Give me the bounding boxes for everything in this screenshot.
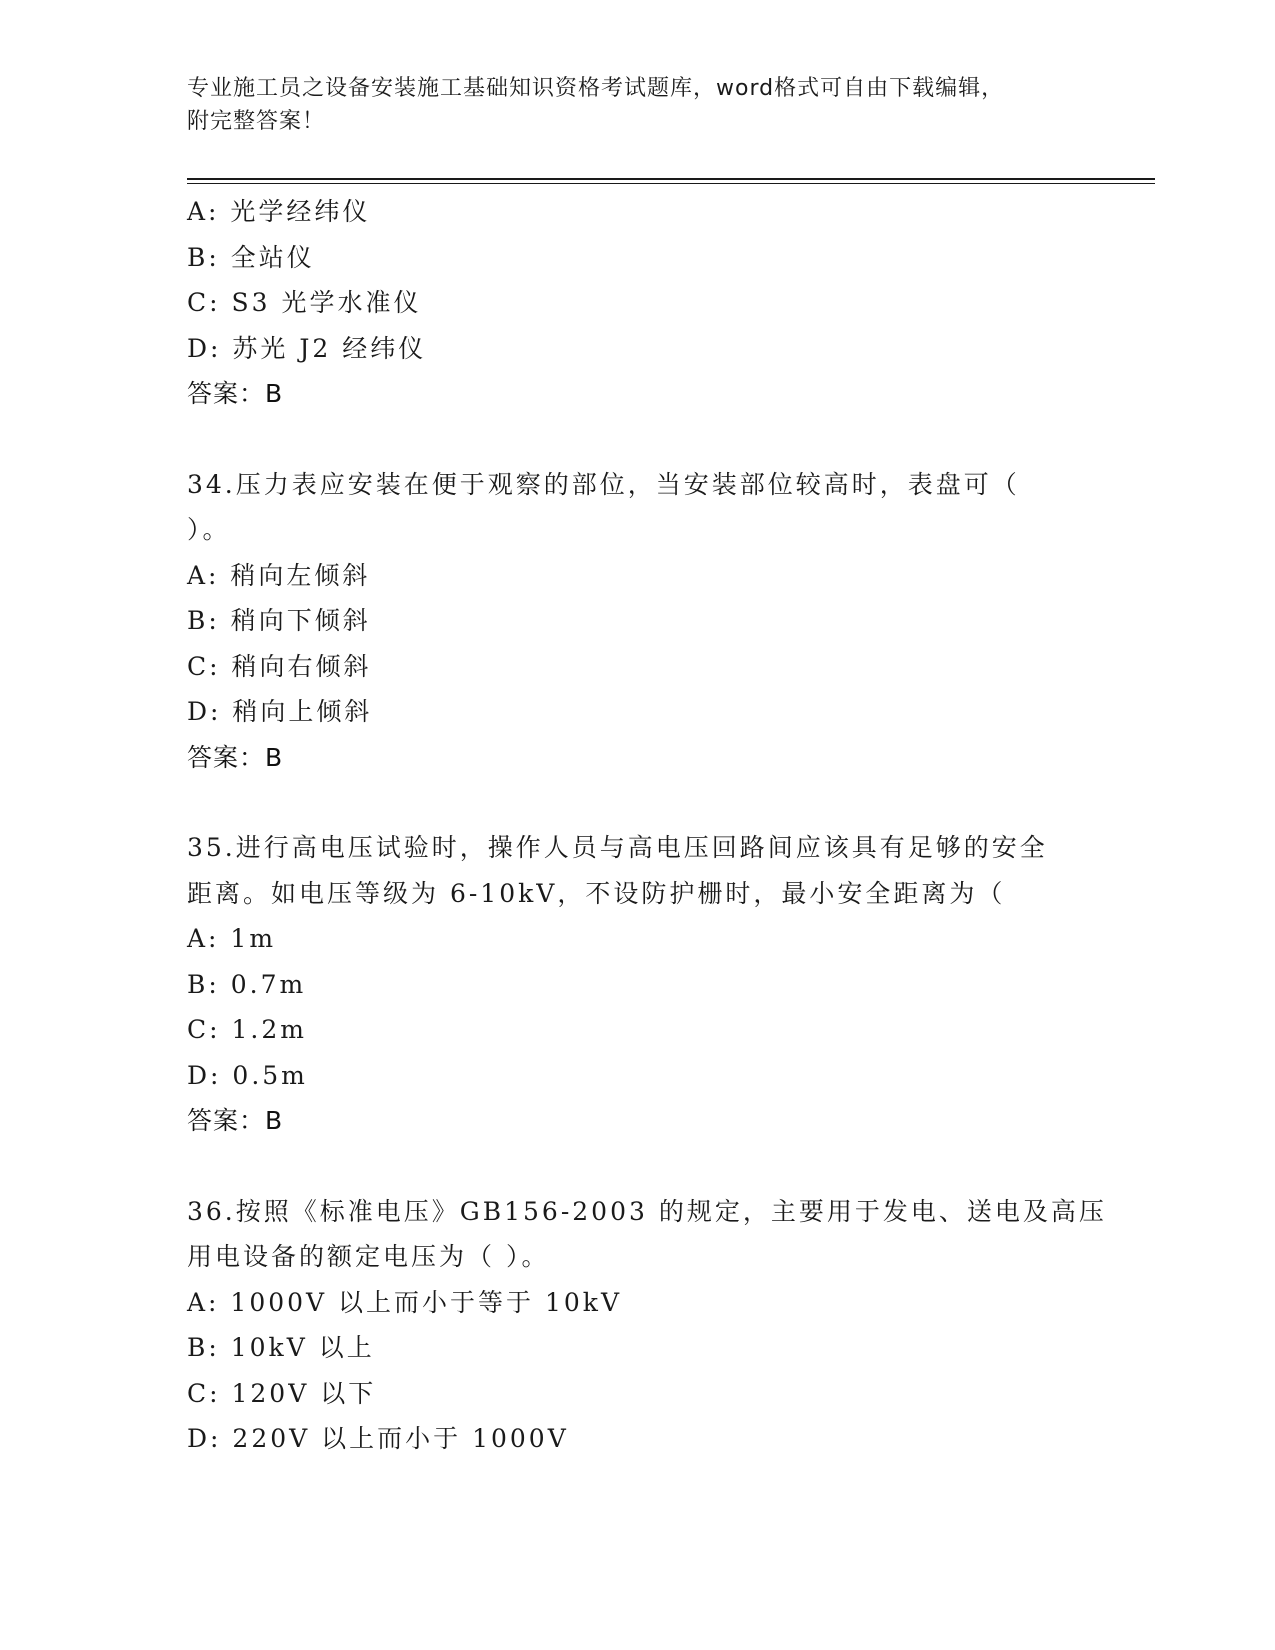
option-a: A: 1m [187,924,277,953]
option-d: D: 0.5m [187,1060,308,1090]
question-stem-continued: ）。 [187,515,231,544]
answer: 答案：B [187,742,284,772]
option-a: A: 光学经纬仪 [187,197,371,226]
document-header [187,72,1067,138]
option-c: C: S3 光学水准仪 [187,288,422,317]
option-c: C: 1.2m [187,1015,307,1044]
header-line-1: 专业施工员之设备安装施工基础知识资格考试题库，word格式可自由下载编辑， [187,76,1005,101]
spacer [187,1144,1087,1189]
answer: 答案：B [187,1106,284,1135]
option-b: B: 0.7m [187,969,307,999]
question-34 [187,462,1087,781]
option-a: A: 1000V 以上而小于等于 10kV [187,1287,623,1317]
option-a: A: 稍向左倾斜 [187,560,371,590]
header-divider-thick [187,178,1155,180]
option-d: D: 稍向上倾斜 [187,697,373,726]
header-line-2: 附完整答案！ [187,109,326,134]
question-stem-continued: 距离。如电压等级为 6-10kV，不设防护栅时，最小安全距离为（ [187,878,1006,908]
option-c: C: 120V 以下 [187,1378,377,1408]
spacer [187,780,1087,825]
question-stem-continued: 用电设备的额定电压为（ ）。 [187,1242,550,1271]
question-33 [187,189,1087,417]
spacer [187,417,1087,462]
answer: 答案：B [187,379,284,408]
question-stem: 36.按照《标准电压》GB156-2003 的规定，主要用于发电、送电及高压 [187,1196,1107,1226]
question-36 [187,1189,1107,1462]
header-divider-thin [187,183,1155,184]
question-35 [187,825,1087,1144]
question-stem: 34.压力表应安装在便于观察的部位，当安装部位较高时，表盘可（ [187,469,1020,499]
option-b: B: 全站仪 [187,242,315,272]
option-d: D: 苏光 J2 经纬仪 [187,333,427,363]
option-b: B: 稍向下倾斜 [187,606,371,635]
option-b: B: 10kV 以上 [187,1333,375,1362]
question-list [187,189,1107,1462]
option-d: D: 220V 以上而小于 1000V [187,1424,569,1453]
question-stem: 35.进行高电压试验时，操作人员与高电压回路间应该具有足够的安全 [187,833,1048,862]
option-c: C: 稍向右倾斜 [187,651,372,681]
